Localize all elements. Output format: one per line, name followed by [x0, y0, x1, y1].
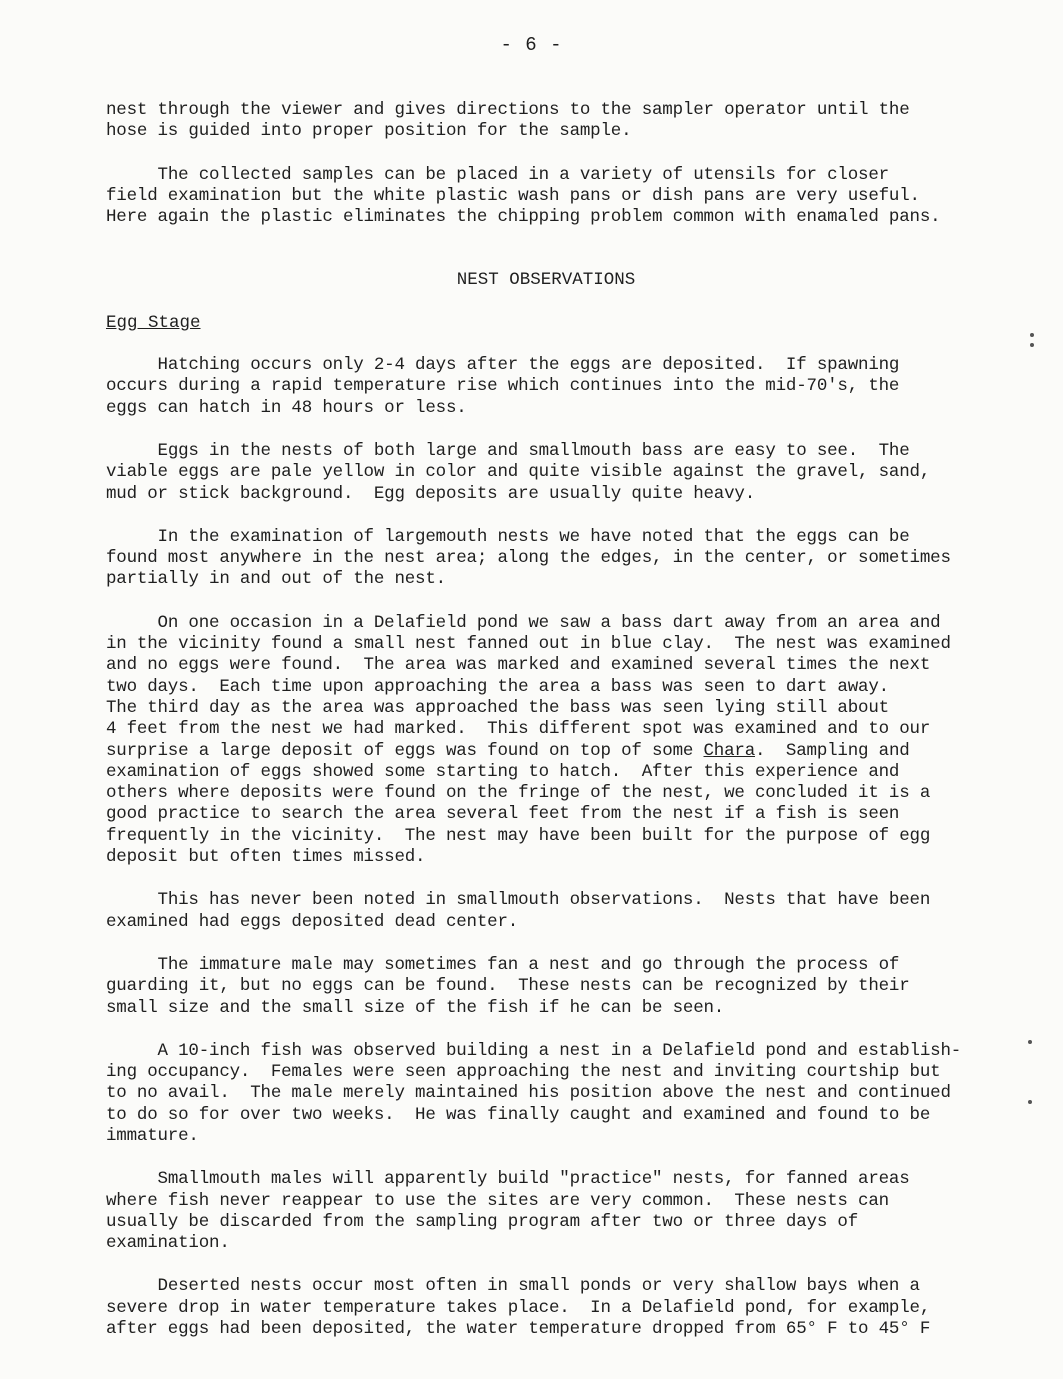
- paragraph-delafield-occasion: [106, 613, 986, 869]
- paragraph-delafield-part-a: On one occasion in a Delafield pond we saw a bass dart away from an area and in the vicinity found a small nest fanned out in blue clay. The nest was examined and no eggs were found. The area was marked and examined several times the next two days. Each time upon approaching the area a bass was seen to dart away. The third day as the area was approached the bass was seen lying still about 4 feet from the nest we had marked. This different spot was examined and to our surprise a large deposit of eggs was found on top of some: [106, 612, 951, 761]
- scan-speck: [1028, 1040, 1032, 1044]
- page-number: - 6 -: [500, 34, 563, 56]
- paragraph-largemouth-nests: In the examination of largemouth nests we have noted that the eggs can be found most anywhere in the nest area; along the edges, in the center, or sometimes partially in and out of the nest.: [106, 526, 951, 590]
- scan-speck: [1030, 333, 1034, 337]
- page-body: [106, 100, 986, 1340]
- paragraph-practice-nests: Smallmouth males will apparently build "practice" nests, for fanned areas where fish never reappear to use the sites are very common. These nests can usually be discarded from the sampling program after two or three days of examination.: [106, 1169, 910, 1254]
- paragraph-sampler-hose: nest through the viewer and gives directions to the sampler operator until the hose is guided into proper position for the sample.: [106, 100, 910, 142]
- paragraph-hatching: Hatching occurs only 2-4 days after the eggs are deposited. If spawning occurs during a rapid temperature rise which continues into the mid-70's, the eggs can hatch in 48 hours or less.: [106, 355, 900, 418]
- paragraph-collected-samples: The collected samples can be placed in a variety of utensils for closer field examination but the white plastic wash pans or dish pans are very useful. Here again the plastic eliminates the chipping problem common with enamaled pans.: [106, 164, 941, 228]
- paragraph-delafield-part-b: . Sampling and examination of eggs showed some starting to hatch. After this experience and others where deposits were found on the fringe of the nest, we concluded it is a good practice to search the area several feet from the nest if a fish is seen frequently in the vicinity. The nest may have been built for the purpose of egg deposit but often times missed.: [106, 740, 931, 868]
- section-heading: NEST OBSERVATIONS: [456, 270, 636, 291]
- paragraph-eggs-visible: Eggs in the nests of both large and smallmouth bass are easy to see. The viable eggs are pale yellow in color and quite visible against the gravel, sand, mud or stick background. Egg deposits are usually quite heavy.: [106, 440, 931, 504]
- chara-underlined: Chara: [703, 740, 756, 761]
- paragraph-deserted-nests: Deserted nests occur most often in small ponds or very shallow bays when a severe drop in water temperature takes place. In a Delafield pond, for example, after eggs had been deposited, the water temperature dropped from 65° F to 45° F: [106, 1276, 931, 1340]
- paragraph-immature-male: The immature male may sometimes fan a nest and go through the process of guarding it, but no eggs can be found. These nests can be recognized by their small size and the small size of the fish if he can be seen.: [106, 954, 910, 1018]
- scan-speck: [1030, 343, 1034, 347]
- paragraph-ten-inch-fish: A 10-inch fish was observed building a nest in a Delafield pond and establish- ing occupancy. Females were seen approaching the nest and inviting courtship but to no avail. The male merely maintained his position above the nest and continued to do so for over two weeks. He was finally caught and examined and found to be immature.: [106, 1040, 962, 1146]
- scan-speck: [1028, 1100, 1032, 1104]
- subheading-egg-stage: Egg Stage: [106, 312, 201, 333]
- paragraph-smallmouth-observations: This has never been noted in smallmouth observations. Nests that have been examined had eggs deposited dead center.: [106, 890, 931, 932]
